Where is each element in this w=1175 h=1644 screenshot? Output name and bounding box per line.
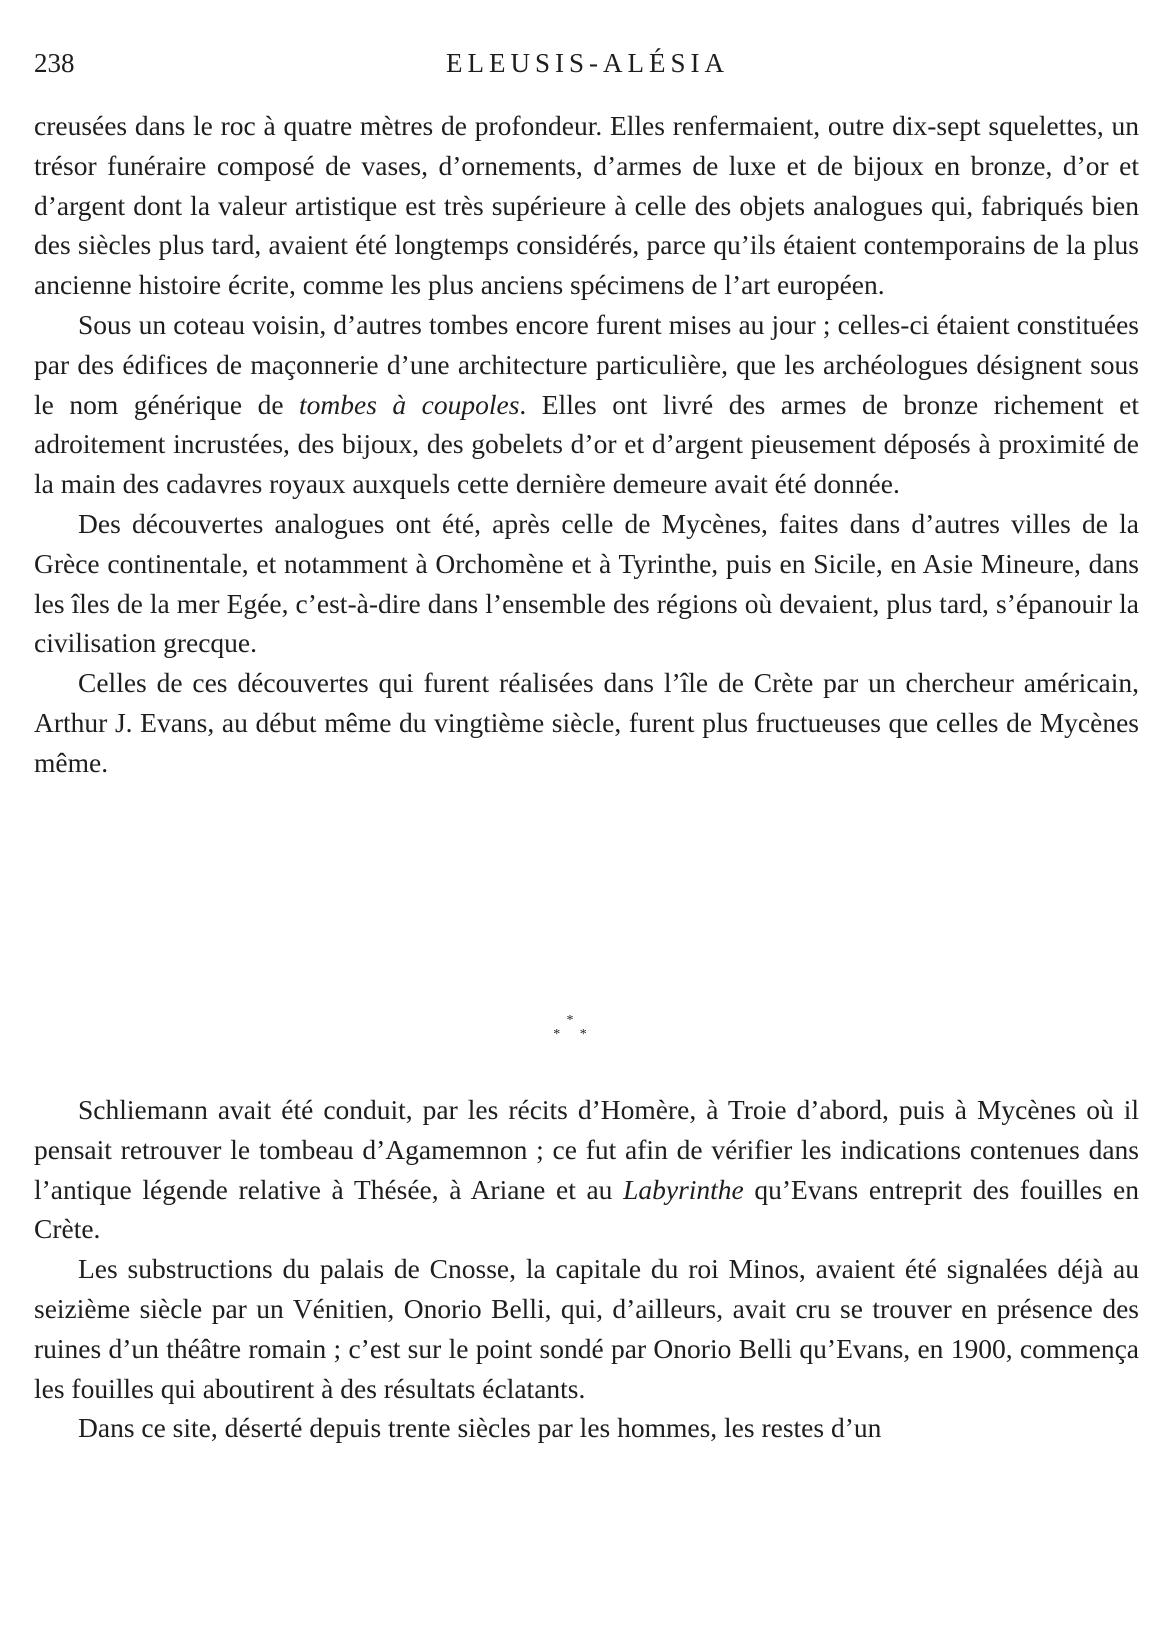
paragraph-tombes-a-coupoles [34,305,1139,504]
running-header [34,44,1141,88]
paragraph-evans-crete: Celles de ces découvertes qui furent réalisées dans l’île de Crète par un chercheur américain, Arthur J. Evans, au début même du vingtième siècle, furent plus fructueuses que celles de Mycènes même. [34,667,1139,778]
asterism-top-star: * [566,1013,574,1028]
paragraph-schliemann [34,1090,1139,1249]
paragraph-text: Sous un coteau voisin, d’autres tombes encore furent mises au jour ; celles-ci étaient constituées par des édifices de maçonnerie d’une architecture particulière, que les archéologues désignent sous le nom générique de [34,308,1139,420]
paragraph-decouvertes: Des découvertes analogues ont été, après celle de Mycènes, faites dans d’autres villes de la Grèce continentale, et notamment à Orchomène et à Tyrinthe, puis en Sicile, en Asie Mineure, dans les îles de la mer Egée, c’est-à-dire dans l’ensemble des régions où devaient, plus tard, s’épanouir la civilisation grecque. [34,507,1139,659]
paragraph-cnosse: Les substructions du palais de Cnosse, la capitale du roi Minos, avaient été signalées déjà au seizième siècle par un Vénitien, Onorio Belli, qui, d’ailleurs, avait cru se trouver en présence des ruines d’un théâtre romain ; c’est sur le point sondé par Onorio Belli qu’Evans, en 1900, commença les fouilles qui aboutirent à des résultats éclatants. [34,1253,1139,1404]
asterism-bottom-stars: * * [553,1027,595,1042]
asterism-divider [540,1014,600,1054]
paragraph-site-deserte: Dans ce site, déserté depuis trente siècles par les hommes, les restes d’un [78,1412,882,1444]
page-number: 238 [34,48,75,78]
text-block-lower [34,1090,1139,1448]
text-block-upper [34,106,1139,783]
paragraph-continued: creusées dans le roc à quatre mètres de profondeur. Elles renfermaient, outre dix-sept squelettes, un trésor funéraire composé de vases, d’ornements, d’armes de luxe et de bijoux en bronze, d’or et d’argent dont la valeur artistique est très supérieure à celle des objets analogues qui, fabriqués bien des siècles plus tard, avaient été longtemps considérés, parce qu’ils étaient contemporains de la plus ancienne histoire écrite, comme les plus anciens spécimens de l’art européen. [34,110,1139,301]
paragraph-text: . Elles ont livré des armes de bronze richement et adroitement incrustées, des bijoux, des gobelets d’or et d’argent pieusement déposés à proximité de la main des cadavres royaux auxquels cette dernière demeure avait été donnée. [34,388,1139,500]
running-title: ELEUSIS-ALÉSIA [446,48,729,78]
italic-term: Labyrinthe [623,1173,744,1205]
paragraph-text: Schliemann avait été conduit, par les récits d’Homère, à Troie d’abord, puis à Mycènes où il pensait retrouver le tombeau d’Agamemnon ; ce fut afin de vérifier les indications contenues dans l’antique légende relative à Thésée, à Ariane et au [34,1094,1139,1205]
paragraph-text: qu’Evans entreprit des fouilles en Crète. [34,1173,1139,1245]
italic-term: tombes à coupoles [299,388,520,420]
